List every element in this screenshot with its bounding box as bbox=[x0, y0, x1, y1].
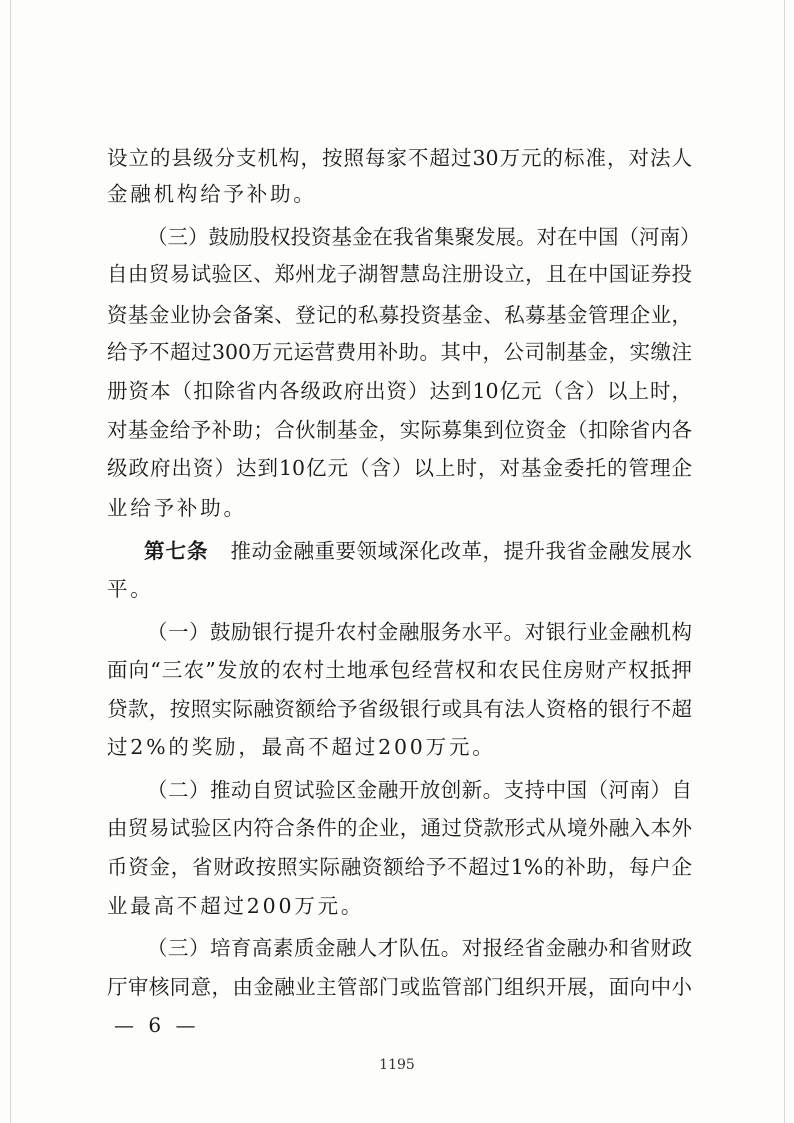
text-line: 币资金，省财政按照实际融资额给予不超过1%的补助，每户企 bbox=[107, 855, 692, 879]
text-line: 自由贸易试验区、郑州龙子湖智慧岛注册设立，且在中国证券投 bbox=[107, 262, 692, 286]
text-line: 贷款，按照实际融资额给予省级银行或具有法人资格的银行不超 bbox=[107, 697, 692, 721]
text-line: （三）鼓励股权投资基金在我省集聚发展。对在中国（河南） bbox=[147, 225, 701, 249]
text-line: 业给予补助。 bbox=[107, 496, 247, 520]
text-line: 厅审核同意，由金融业主管部门或监管部门组织开展，面向中小 bbox=[107, 975, 692, 999]
text-line: 过2%的奖励，最高不超过200万元。 bbox=[107, 735, 496, 759]
text-line: 推动金融重要领域深化改革，提升我省金融发展水 bbox=[230, 539, 692, 563]
text-line: （三）培育高素质金融人才队伍。对报经省金融办和省财政 bbox=[147, 936, 692, 960]
text-line: 级政府出资）达到10亿元（含）以上时，对基金委托的管理企 bbox=[107, 456, 692, 480]
text-line: 平。 bbox=[107, 577, 154, 601]
text-line: 设立的县级分支机构，按照每家不超过30万元的标准，对法人 bbox=[107, 146, 692, 170]
article-seven-line bbox=[144, 539, 692, 563]
text-line: 资基金业协会备案、登记的私募投资基金、私募基金管理企业， bbox=[107, 303, 692, 327]
text-line: 对基金给予补助；合伙制基金，实际募集到位资金（扣除省内各 bbox=[107, 418, 692, 442]
scan-edge-line bbox=[10, 0, 11, 1123]
archive-number: 1195 bbox=[379, 1057, 415, 1073]
text-line: 册资本（扣除省内各级政府出资）达到10亿元（含）以上时， bbox=[107, 379, 692, 403]
text-line: 给予不超过300万元运营费用补助。其中，公司制基金，实缴注 bbox=[107, 340, 692, 364]
text-line: （一）鼓励银行提升农村金融服务水平。对银行业金融机构 bbox=[147, 620, 692, 644]
page-number: — 6 — bbox=[114, 1013, 200, 1037]
scan-edge-line bbox=[784, 0, 785, 1123]
text-line: 金融机构给予补助。 bbox=[107, 182, 317, 206]
text-line: 业最高不超过200万元。 bbox=[107, 894, 365, 918]
article-heading: 第七条 bbox=[144, 539, 209, 563]
text-line: 由贸易试验区内符合条件的企业，通过贷款形式从境外融入本外 bbox=[107, 816, 692, 840]
text-line: 面向“三农”发放的农村土地承包经营权和农民住房财产权抵押 bbox=[107, 658, 692, 682]
text-line: （二）推动自贸试验区金融开放创新。支持中国（河南）自 bbox=[147, 778, 692, 802]
